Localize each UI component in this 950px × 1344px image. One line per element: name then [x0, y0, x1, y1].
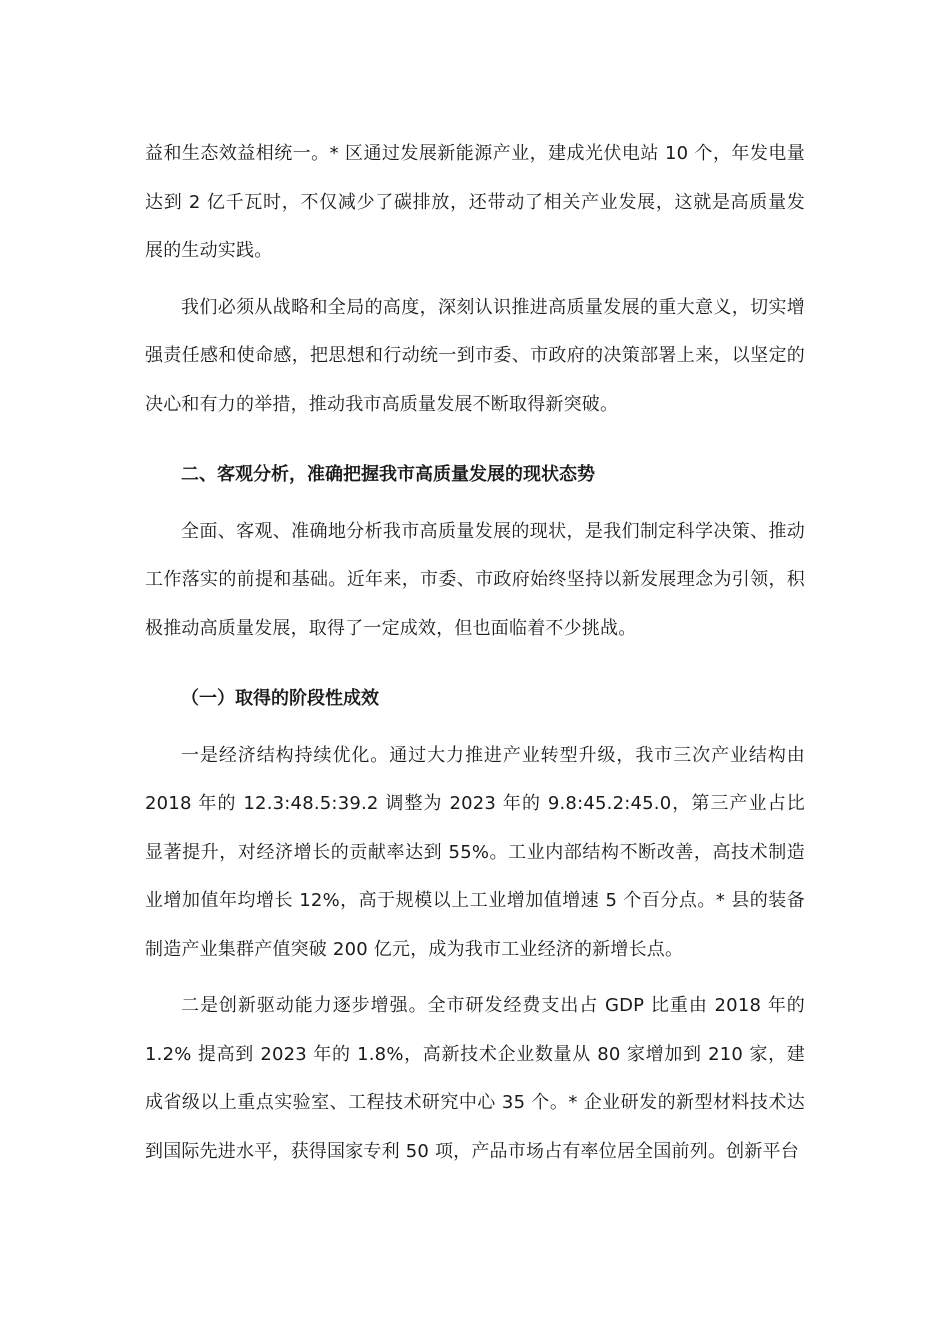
document-body: [145, 130, 805, 1176]
paragraph-strategic-significance: 我们必须从战略和全局的高度，深刻认识推进高质量发展的重大意义，切实增强责任感和使命感，把思想和行动统一到市委、市政府的决策部署上来，以坚定的决心和有力的举措，推动我市高质量发展不断取得新突破。: [145, 296, 805, 415]
section-heading-2: 二、客观分析，准确把握我市高质量发展的现状态势: [181, 464, 595, 485]
subsection-heading-achievements: （一）取得的阶段性成效: [181, 688, 379, 709]
paragraph-innovation: 二是创新驱动能力逐步增强。全市研发经费支出占 GDP 比重由 2018 年的 1.2% 提高到 2023 年的 1.8%，高新技术企业数量从 80 家增加到 210 家，建成省级以上重点实验室、工程技术研究中心 35 个。* 企业研发的新型材料技术达到国际先进水平，获得国家专利 50 项，产品市场占有率位居全国前列。创新平台: [145, 995, 805, 1162]
paragraph-ecology-benefits: 益和生态效益相统一。* 区通过发展新能源产业，建成光伏电站 10 个，年发电量达到 2 亿千瓦时，不仅减少了碳排放，还带动了相关产业发展，这就是高质量发展的生动实践。: [145, 143, 805, 261]
paragraph-economic-structure: 一是经济结构持续优化。通过大力推进产业转型升级，我市三次产业结构由 2018 年的 12.3:48.5:39.2 调整为 2023 年的 9.8:45.2:45.0，第三产业占比显著提升，对经济增长的贡献率达到 55%。工业内部结构不断改善，高技术制造业增加值年均增长 12%，高于规模以上工业增加值增速 5 个百分点。* 县的装备制造产业集群产值突破 200 亿元，成为我市工业经济的新增长点。: [145, 744, 805, 960]
paragraph-current-analysis: 全面、客观、准确地分析我市高质量发展的现状，是我们制定科学决策、推动工作落实的前提和基础。近年来，市委、市政府始终坚持以新发展理念为引领，积极推动高质量发展，取得了一定成效，但也面临着不少挑战。: [145, 520, 805, 639]
